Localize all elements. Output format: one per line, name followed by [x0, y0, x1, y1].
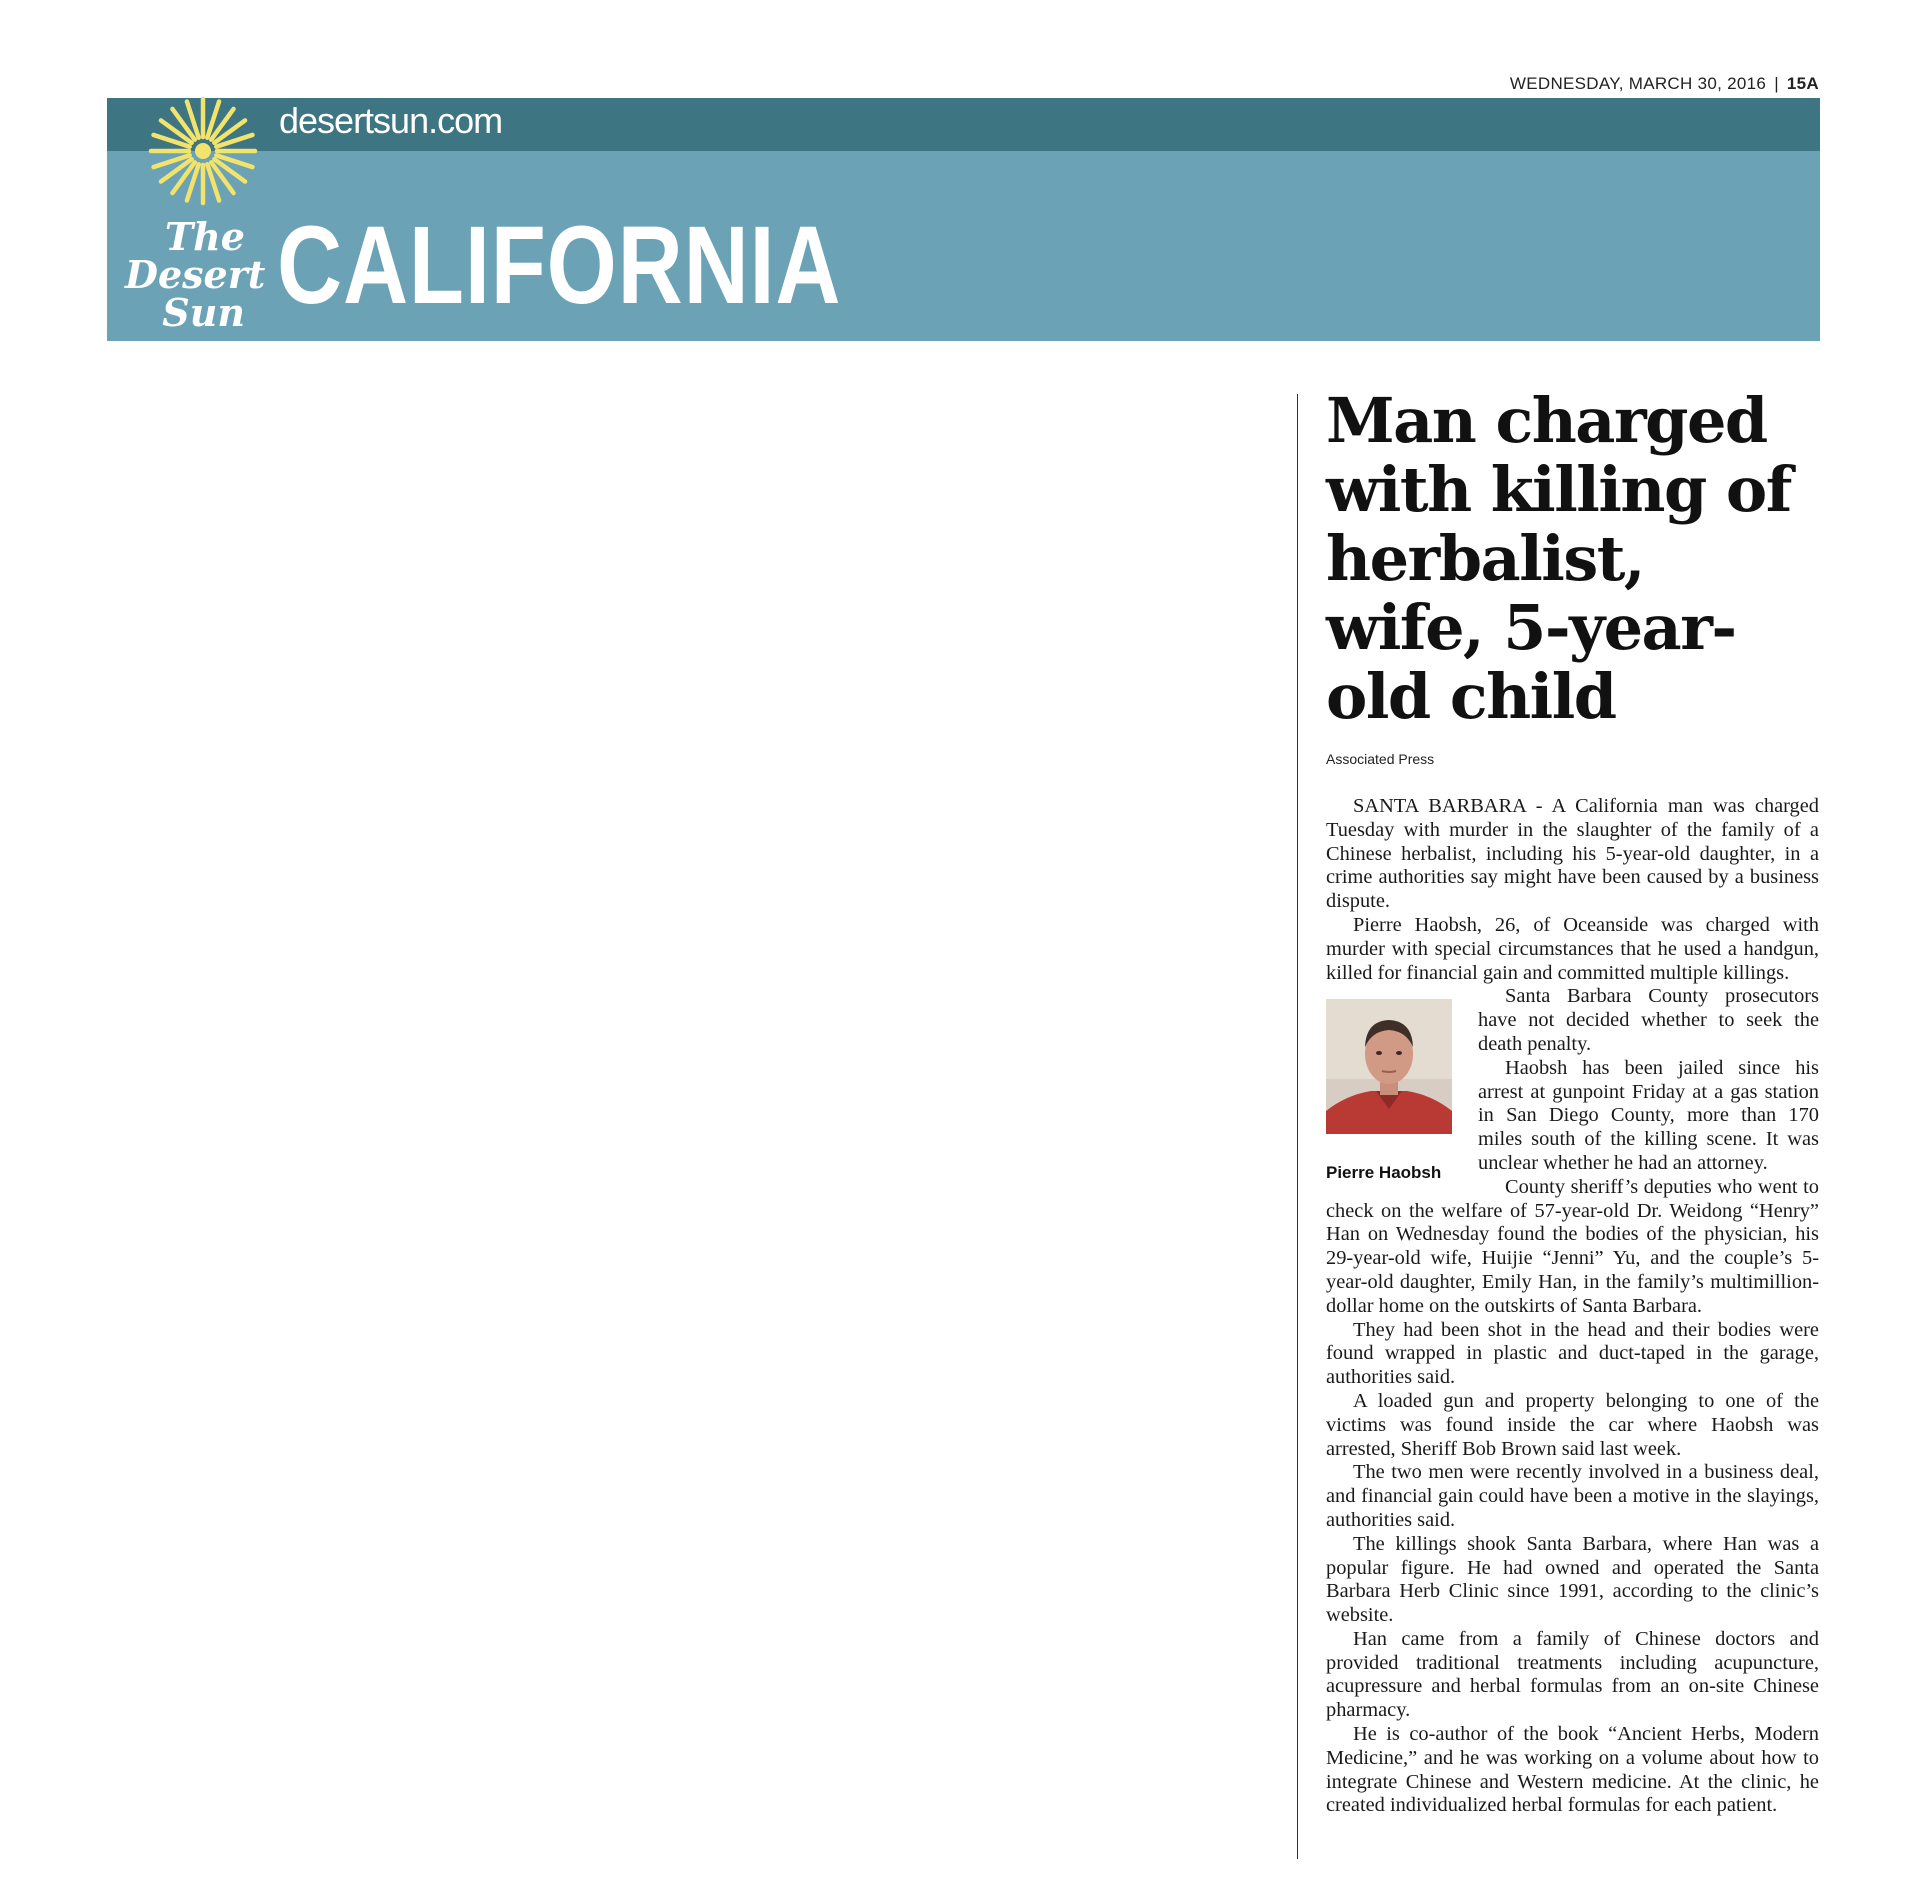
headline: Man charged with killing of herbalist, wife, 5-year-old child [1326, 384, 1791, 733]
article [1326, 386, 1819, 1818]
photo-block [1326, 999, 1468, 1185]
paragraph-1: SANTA BARBARA - A California man was charged Tuesday with murder in the slaughter of the family of a Chinese herbalist, including his 5-year-old daughter, in a crime authorities say might have been caused by a business dispute. [1326, 795, 1819, 913]
mugshot-photo [1326, 999, 1452, 1134]
paper-name-line-2: Desert [125, 252, 266, 297]
issue-date: WEDNESDAY, MARCH 30, 2016 [1509, 74, 1767, 93]
section-banner [107, 98, 1820, 341]
article-body [1326, 795, 1819, 1818]
paragraph-9: The killings shook Santa Barbara, where Han was a popular figure. He had owned and operated the Santa Barbara Herb Clinic since 1991, according to the clinic’s website. [1326, 1532, 1819, 1627]
column-rule [1297, 394, 1298, 1859]
paper-name-line-1: The [164, 214, 245, 259]
site-url[interactable]: desertsun.com [279, 100, 503, 141]
sun-logo-icon [148, 96, 258, 206]
dateline-separator: | [1774, 74, 1779, 93]
paragraph-4: Haobsh has been jailed since his arrest at gunpoint Friday at a gas station in San Diego County, more than 170 miles south of the killing scene. It was unclear whether he had an attorney. [1478, 1056, 1819, 1174]
section-title: CALIFORNIA [277, 204, 842, 327]
paragraph-5: County sheriff’s deputies who went to check on the welfare of 57-year-old Dr. Weidong “Henry” Han on Wednesday found the bodies of the physician, his 29-year-old wife, Huijie “Jenni” Yu, and the couple’s 5-year-old daughter, Emily Han, in the family’s multimillion-dollar home on the outskirts of Santa Barbara. [1326, 1175, 1819, 1317]
paragraph-8: The two men were recently involved in a business deal, and financial gain could have been a motive in the slayings, authorities said. [1326, 1461, 1819, 1531]
dateline [1510, 74, 1819, 94]
paper-name-line-3: Sun [162, 290, 245, 335]
photo-caption: Pierre Haobsh [1326, 1163, 1442, 1183]
paragraph-11: He is co-author of the book “Ancient Herbs, Modern Medicine,” and he was working on a volume about how to integrate Chinese and Western medicine. At the clinic, he created individualized herbal formulas for each patient. [1326, 1723, 1819, 1817]
byline: Associated Press [1326, 751, 1435, 767]
paragraph-3: Santa Barbara County prosecutors have not decided whether to seek the death penalty. [1478, 985, 1819, 1055]
paragraph-6: They had been shot in the head and their bodies were found wrapped in plastic and duct-taped in the garage, authorities said. [1326, 1318, 1819, 1389]
page-number: 15A [1786, 74, 1819, 93]
paragraph-2: Pierre Haobsh, 26, of Oceanside was charged with murder with special circumstances that he used a handgun, killed for financial gain and committed multiple killings. [1326, 913, 1819, 984]
paper-name [125, 214, 266, 335]
paragraph-7: A loaded gun and property belonging to one of the victims was found inside the car where Haobsh was arrested, Sheriff Bob Brown said last week. [1326, 1389, 1819, 1460]
paragraph-10: Han came from a family of Chinese doctors and provided traditional treatments including acupuncture, acupressure and herbal formulas from an on-site Chinese pharmacy. [1326, 1627, 1819, 1722]
